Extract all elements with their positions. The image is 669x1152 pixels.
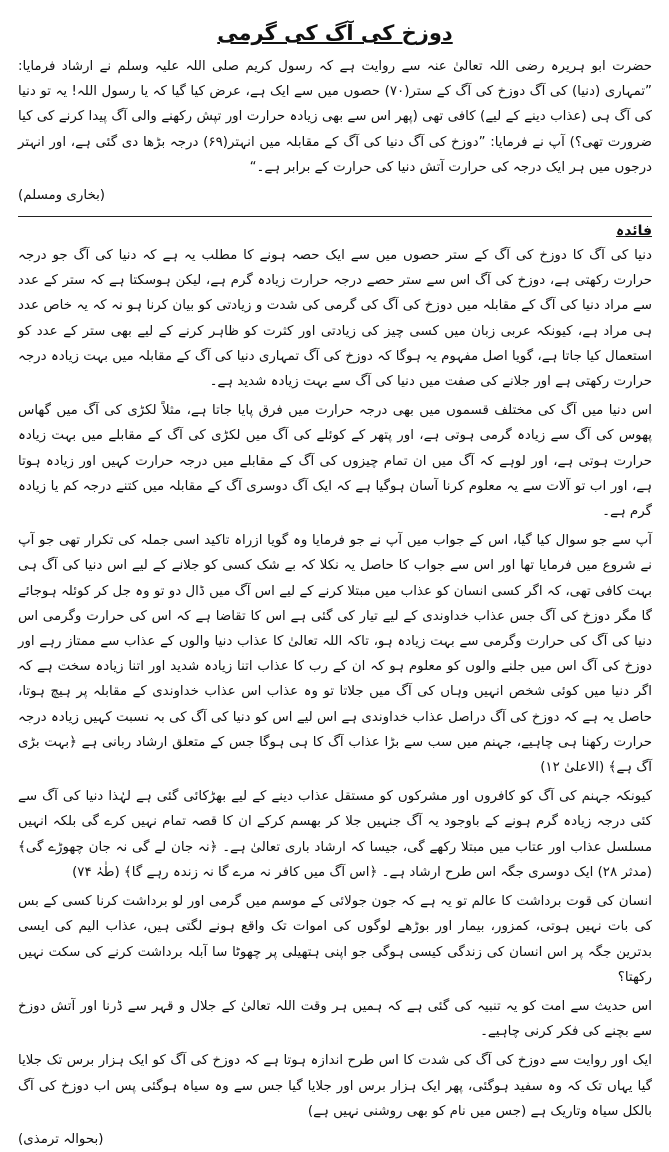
divider <box>18 216 652 217</box>
final-reference: (بحوالہ ترمذی) <box>18 1131 104 1147</box>
paragraph-6: اس حدیث سے امت کو یہ تنبیہ کی گئی ہے کہ ہمیں ہر وقت اللہ تعالیٰ کے جلال و قہر سے ڈرنا اور آتش دوزخ سے بچنے کی فکر کرنی چاہیے۔ <box>18 998 652 1040</box>
paragraph-1: دنیا کی آگ کا دوزخ کی آگ کے ستر حصوں میں سے ایک حصہ ہونے کا مطلب یہ ہے کہ دنیا کی آگ جو درجہ حرارت رکھتی ہے، دوزخ کی آگ اس سے ستر حصے درجہ حرارت زیادہ گرم ہے، لیکن ہوسکتا ہے کہ ستر کے عدد سے مراد دنیا کی آگ کے مقابلہ میں دوزخ کی آگ کی گرمی کی شدت و زیادتی کو بیان کرنا ہو نہ کہ یہ خاص عدد ہی مراد ہے، کیونکہ عربی زبان میں کسی چیز کی زیادتی اور کثرت کو ظاہر کرنے کے لیے بھی ستر کے عدد کو استعمال کیا جاتا ہے، گویا اصل مفہوم یہ ہوگا کہ دوزخ کی آگ تمہاری دنیا کی آگ کے مقابلہ میں بہت زیادہ درجہ حرارت رکھتی ہے اور جلانے کی صفت میں دنیا کی آگ سے بہت زیادہ شدید ہے۔ <box>18 248 652 390</box>
paragraph-5: انسان کی قوت برداشت کا عالم تو یہ ہے کہ جون جولائی کے موسم میں گرمی اور لو برداشت کرنا کسی کے بس کی بات نہیں ہوتی، کمزور، بیمار اور بوڑھے لوگوں کی اموات تک واقع ہونے لگتی ہیں، عذاب الیم کی ایسی بدترین جگہ پر اس انسان کی زندگی کیسی ہوگی جو اپنی ہتھیلی پر چھوٹا سا آبلہ برداشت کرنے کی سکت نہیں رکھتا؟ <box>18 894 652 985</box>
paragraph-7: ایک اور روایت سے دوزخ کی آگ کی شدت کا اس طرح اندازہ ہوتا ہے کہ دوزخ کی آگ کو ایک ہزار برس تک جلایا گیا یہاں تک کہ وہ سفید ہوگئی، پھر ایک ہزار برس اور جلایا گیا جس سے وہ سیاہ ہوگئی پس اب دوزخ کی آگ بالکل سیاہ وتاریک ہے (جس میں نام کو بھی روشنی نہیں ہے) <box>18 1053 652 1119</box>
section-heading: فائدہ <box>616 223 652 240</box>
document-page <box>18 18 652 1152</box>
hadith-reference <box>18 184 652 208</box>
paragraph-3: آپ سے جو سوال کیا گیا، اس کے جواب میں آپ نے جو فرمایا وہ گویا ازراہ تاکید اسی جملہ کی تکرار تھی جو آپ نے شروع میں فرمایا تھا اور اس سے جواب کا حاصل یہ نکلا کہ بے شک کسی کو جلانے کے لیے اس دنیا کی آگ ہی بہت کافی تھی، کہ اگر کسی انسان کو عذاب میں مبتلا کرنے کے لیے اس آگ میں ڈال دو تو وہ جل کر کوئلہ ہوجائے گا مگر دوزخ کی آگ جس عذاب خداوندی کے لیے تیار کی گئی ہے اس کا تقاضا ہے کہ اس کی حرارت وگرمی اس دنیا کی آگ کی حرارت وگرمی سے بہت زیادہ ہو، تاکہ اللہ تعالیٰ کا عذاب دنیا والوں کے عذاب سے ممتاز رہے اور دوزخ کی آگ اس میں جلنے والوں کو معلوم ہو کہ ان کے رب کا عذاب اتنا زیادہ شدید اور اتنا زیادہ سخت ہے کہ اگر دنیا میں کوئی شخص انہیں وہاں کی آگ میں جلاتا تو وہ عذاب اس عذاب خداوندی کے مقابلہ پر ہیچ ہوتا، حاصل یہ ہے کہ دوزخ کی آگ دراصل عذاب خداوندی ہے اس لیے اس کو دنیا کی آگ کی بہ نسبت کہیں زیادہ درجہ حرارت رکھنا ہی چاہیے، جہنم میں سب سے بڑا عذاب آگ کا ہی ہوگا جس کے متعلق ارشاد ربانی ہے ﴿بہت بڑی آگ ہے﴾ (الاعلیٰ ۱۲) <box>18 533 652 776</box>
paragraph-4: کیونکہ جہنم کی آگ کو کافروں اور مشرکوں کو مستقل عذاب دینے کے لیے بھڑکائی گئی ہے لہٰذا دنیا کی آگ سے کئی درجہ زیادہ گرم ہونے کے باوجود یہ آگ جنہیں جلا کر بھسم کرکے ان کا قصہ تمام نہیں کرے گی بلکہ انہیں مسلسل عذاب اور عتاب میں مبتلا رکھے گی، جیسا کہ ارشاد باری تعالیٰ ہے۔ ﴿نہ جان لے گی نہ جان چھوڑے گی﴾ (مدثر ۲۸) ایک دوسری جگہ اس طرح ارشاد ہے۔ ﴿اس آگ میں کافر نہ مرے گا نہ زندہ رہے گا﴾ (طٰہٰ ۷۴) <box>18 789 652 880</box>
page-title: دوزخ کی آگ کی گرمی <box>217 21 453 45</box>
hadith-reference-text: (بخاری ومسلم) <box>18 188 106 204</box>
paragraph-2: اس دنیا میں آگ کی مختلف قسموں میں بھی درجہ حرارت میں فرق پایا جاتا ہے، مثلاً لکڑی کی آگ میں گھاس پھوس کی آگ سے زیادہ گرمی ہوتی ہے، اور پتھر کے کوئلے کی آگ میں لکڑی کی آگ کے مقابلے میں بہت زیادہ حرارت ہوتی ہے، اور لوہے کہ آگ میں ان تمام چیزوں کی آگ کے مقابلے میں درجہ حرارت کہیں اور زیادہ ہوتا ہے، اور اب تو آلات سے یہ معلوم کرنا آسان ہوگیا ہے کہ ایک آگ دوسری آگ کے مقابلہ میں کتنے درجہ کم یا زیادہ گرم ہے۔ <box>18 403 652 520</box>
hadith-text: حضرت ابو ہریرہ رضی اللہ تعالیٰ عنہ سے روایت ہے کہ رسول کریم صلی اللہ علیہ وسلم نے ارشاد فرمایا: ”تمہاری (دنیا) کی آگ دوزخ کی آگ کے ستر(۷۰) حصوں میں سے ایک ہے، عرض کیا گیا کہ یا رسول اللہ! یہ تو دنیا کی آگ ہی (عذاب دینے کے لیے) کافی تھی (پھر اس سے بھی زیادہ حرارت اور تپش رکھنے والی آگ پیدا کرنے کی کیا ضرورت تھی؟) آپ نے فرمایا: ”دوزخ کی آگ دنیا کی آگ کے مقابلہ میں انہتر(۶۹) درجہ بڑھا دی گئی ہے، اور انہتر درجوں میں ہر ایک درجہ کی حرارت آتش دنیا کی حرارت کے برابر ہے۔“ <box>18 59 652 175</box>
